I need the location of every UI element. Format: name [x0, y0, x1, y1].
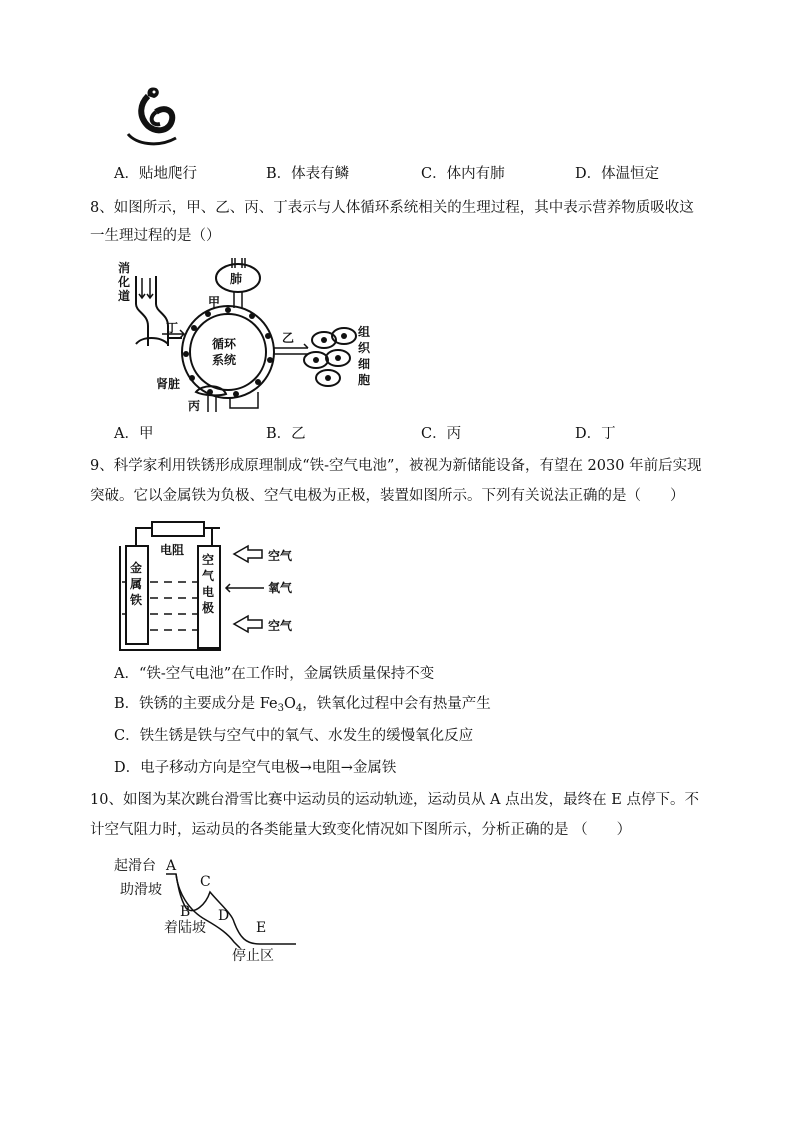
q8-option-b[interactable]: B．乙 [266, 426, 306, 442]
label-tissue-3: 细 [358, 357, 371, 371]
label-air-top: 空气 [268, 549, 293, 563]
q9-option-a[interactable]: A．“铁-空气电池”在工作时，金属铁质量保持不变 [114, 666, 435, 682]
label-iron-1: 金 [130, 561, 143, 575]
label-iron-3: 铁 [130, 593, 143, 607]
q8-option-c[interactable]: C．丙 [421, 426, 462, 442]
label-ramp: 助滑坡 [120, 882, 162, 898]
label-yi: 乙 [282, 331, 295, 345]
q9-stem-line1: 9、科学家利用铁锈形成原理制成“铁-空气电池”，被视为新储能设备，有望在 2030 年前后实现 [90, 458, 702, 474]
q10-stem-line1: 10、如图为某次跳台滑雪比赛中运动员的运动轨迹，运动员从 A 点出发，最终在 E 点停下。不 [90, 792, 699, 808]
q7-option-c[interactable]: C．体内有肺 [421, 166, 505, 182]
q8-option-a[interactable]: A．甲 [114, 426, 154, 442]
label-kidney: 肾脏 [156, 377, 181, 391]
q10-stem-line2: 计空气阻力时，运动员的各类能量大致变化情况如下图所示，分析正确的是 （ ） [90, 822, 632, 838]
label-air-electrode-1: 空 [202, 553, 215, 567]
label-stop: 停止区 [232, 948, 274, 964]
label-air-electrode-3: 电 [202, 585, 215, 599]
q8-stem-line1: 8、如图所示，甲、乙、丙、丁表示与人体循环系统相关的生理过程，其中表示营养物质吸收这 [90, 200, 694, 216]
label-C: C [200, 874, 211, 890]
label-center-1: 循环 [212, 337, 237, 351]
q8-option-d[interactable]: D．丁 [575, 426, 616, 442]
snake-image [118, 82, 188, 150]
label-digestive-2: 化 [118, 275, 131, 289]
label-resistor: 电阻 [160, 543, 185, 557]
label-air-bottom: 空气 [268, 619, 293, 633]
q8-stem-line2: 一生理过程的是（） [90, 228, 221, 244]
circulation-diagram [112, 256, 392, 416]
ski-jump-diagram [110, 852, 300, 964]
label-jia: 甲 [208, 295, 221, 309]
q7-option-d[interactable]: D．体温恒定 [575, 166, 660, 182]
q9-option-b[interactable]: B．铁锈的主要成分是 $Fe_3O_4$，铁氧化过程中会有热量产生 [114, 696, 491, 714]
label-B: B [180, 904, 191, 920]
label-ding: 丁 [166, 321, 179, 335]
label-air-electrode-4: 极 [202, 601, 215, 615]
label-bing: 丙 [188, 399, 201, 413]
q9-option-c[interactable]: C．铁生锈是铁与空气中的氧气、水发生的缓慢氧化反应 [114, 728, 474, 744]
label-E: E [256, 920, 267, 936]
label-lung: 肺 [230, 272, 243, 286]
battery-diagram [116, 518, 306, 654]
label-D: D [218, 908, 230, 924]
label-digestive-1: 消 [118, 261, 131, 275]
label-A: A [166, 858, 177, 874]
label-iron-2: 属 [130, 577, 143, 591]
label-center-2: 系统 [212, 353, 237, 367]
label-landing: 着陆坡 [164, 920, 206, 936]
q9-option-d[interactable]: D．电子移动方向是空气电极→电阻→金属铁 [114, 760, 397, 776]
label-digestive-3: 道 [118, 289, 131, 303]
q7-option-a[interactable]: A．贴地爬行 [114, 166, 197, 182]
label-tissue-4: 胞 [358, 373, 371, 387]
label-tissue-1: 组 [358, 325, 371, 339]
q9-stem-line2: 突破。它以金属铁为负极、空气电极为正极，装置如图所示。下列有关说法正确的是（ ） [90, 488, 685, 504]
label-start: 起滑台 [114, 858, 156, 874]
label-oxygen: 氧气 [268, 581, 293, 595]
q7-option-b[interactable]: B．体表有鳞 [266, 166, 350, 182]
label-air-electrode-2: 气 [202, 569, 215, 583]
label-tissue-2: 织 [358, 341, 371, 355]
